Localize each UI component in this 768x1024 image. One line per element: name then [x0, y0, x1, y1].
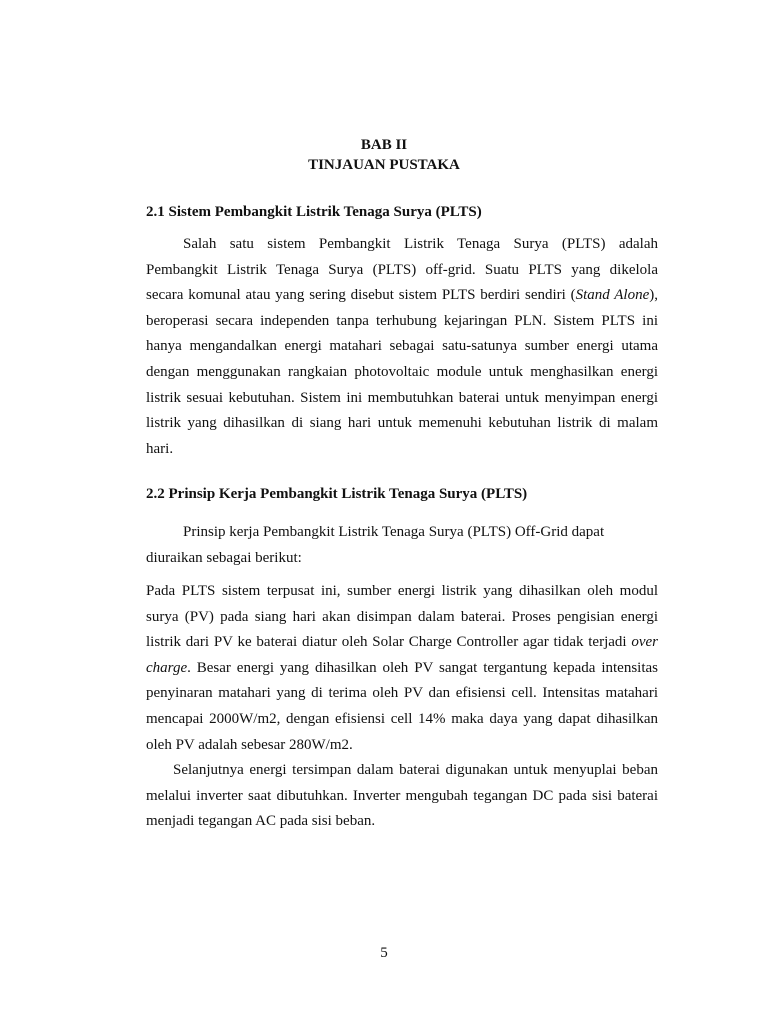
line-text: ), — [649, 287, 659, 304]
paragraph-line: oleh PV adalah sebesar 280W/m2. — [146, 736, 353, 753]
italic-term: Stand Alone — [575, 287, 650, 304]
section-2-2-closing-paragraph — [146, 758, 658, 835]
page-number: 5 — [380, 945, 388, 961]
paragraph-line: hanya mengandalkan energi matahari sebagai satu-satunya sumber energi utama — [146, 338, 658, 355]
section-heading-2-2: 2.2 Prinsip Kerja Pembangkit Listrik Tenaga Surya (PLTS) — [146, 486, 528, 502]
line-text: . Besar energi yang dihasilkan oleh PV sangat tergantung kepada intensitas — [187, 659, 658, 676]
section-heading-2-1: 2.1 Sistem Pembangkit Listrik Tenaga Surya (PLTS) — [146, 204, 482, 220]
paragraph-line — [146, 656, 658, 682]
section-2-2-intro-paragraph — [146, 520, 658, 571]
paragraph-line: menjadi tegangan AC pada sisi beban. — [146, 813, 376, 830]
paragraph-line: listrik sesuai kebutuhan. Sistem ini membutuhkan baterai untuk menyimpan energi — [146, 389, 658, 406]
paragraph-line: diuraikan sebagai berikut: — [146, 549, 302, 566]
paragraph-line — [146, 283, 658, 309]
paragraph-line: melalui inverter saat dibutuhkan. Inverter mengubah tegangan DC pada sisi baterai — [146, 787, 658, 804]
paragraph-line: beroperasi secara independen tanpa terhubung kejaringan PLN. Sistem PLTS ini — [146, 312, 658, 329]
paragraph-line: dengan menggunakan rangkaian photovoltaic module untuk menghasilkan energi — [146, 363, 658, 380]
chapter-title: TINJAUAN PUSTAKA — [308, 157, 460, 173]
paragraph-line: Selanjutnya energi tersimpan dalam baterai digunakan untuk menyuplai beban — [173, 762, 658, 778]
chapter-number: BAB II — [360, 137, 408, 153]
paragraph-line — [146, 630, 658, 656]
paragraph-line: Pembangkit Listrik Tenaga Surya (PLTS) off-grid. Suatu PLTS yang dikelola — [146, 261, 658, 278]
italic-term: charge — [146, 659, 188, 676]
section-2-1-paragraph — [146, 232, 658, 462]
paragraph-line: Prinsip kerja Pembangkit Listrik Tenaga Surya (PLTS) Off-Grid dapat — [183, 524, 605, 540]
paragraph-line: Salah satu sistem Pembangkit Listrik Tenaga Surya (PLTS) adalah — [183, 236, 658, 252]
paragraph-line: penyinaran matahari yang di terima oleh PV dan efisiensi cell. Intensitas matahari — [146, 685, 658, 702]
paragraph-line: mencapai 2000W/m2, dengan efisiensi cell 14% maka daya yang dapat dihasilkan — [146, 710, 658, 727]
paragraph-line: hari. — [146, 440, 174, 457]
paragraph-line: surya (PV) pada siang hari akan disimpan dalam baterai. Proses pengisian energi — [146, 608, 658, 625]
paragraph-line: Pada PLTS sistem terpusat ini, sumber energi listrik yang dihasilkan oleh modul — [146, 583, 658, 599]
line-text: listrik dari PV ke baterai diatur oleh Solar Charge Controller agar tidak terjadi — [146, 634, 627, 651]
paragraph-line: listrik yang dihasilkan di siang hari untuk memenuhi kebutuhan listrik di malam — [146, 415, 658, 432]
line-text: secara komunal atau yang sering disebut sistem PLTS berdiri sendiri ( — [146, 287, 576, 304]
section-2-2-body-paragraph — [146, 579, 658, 758]
italic-term: over — [631, 634, 659, 651]
